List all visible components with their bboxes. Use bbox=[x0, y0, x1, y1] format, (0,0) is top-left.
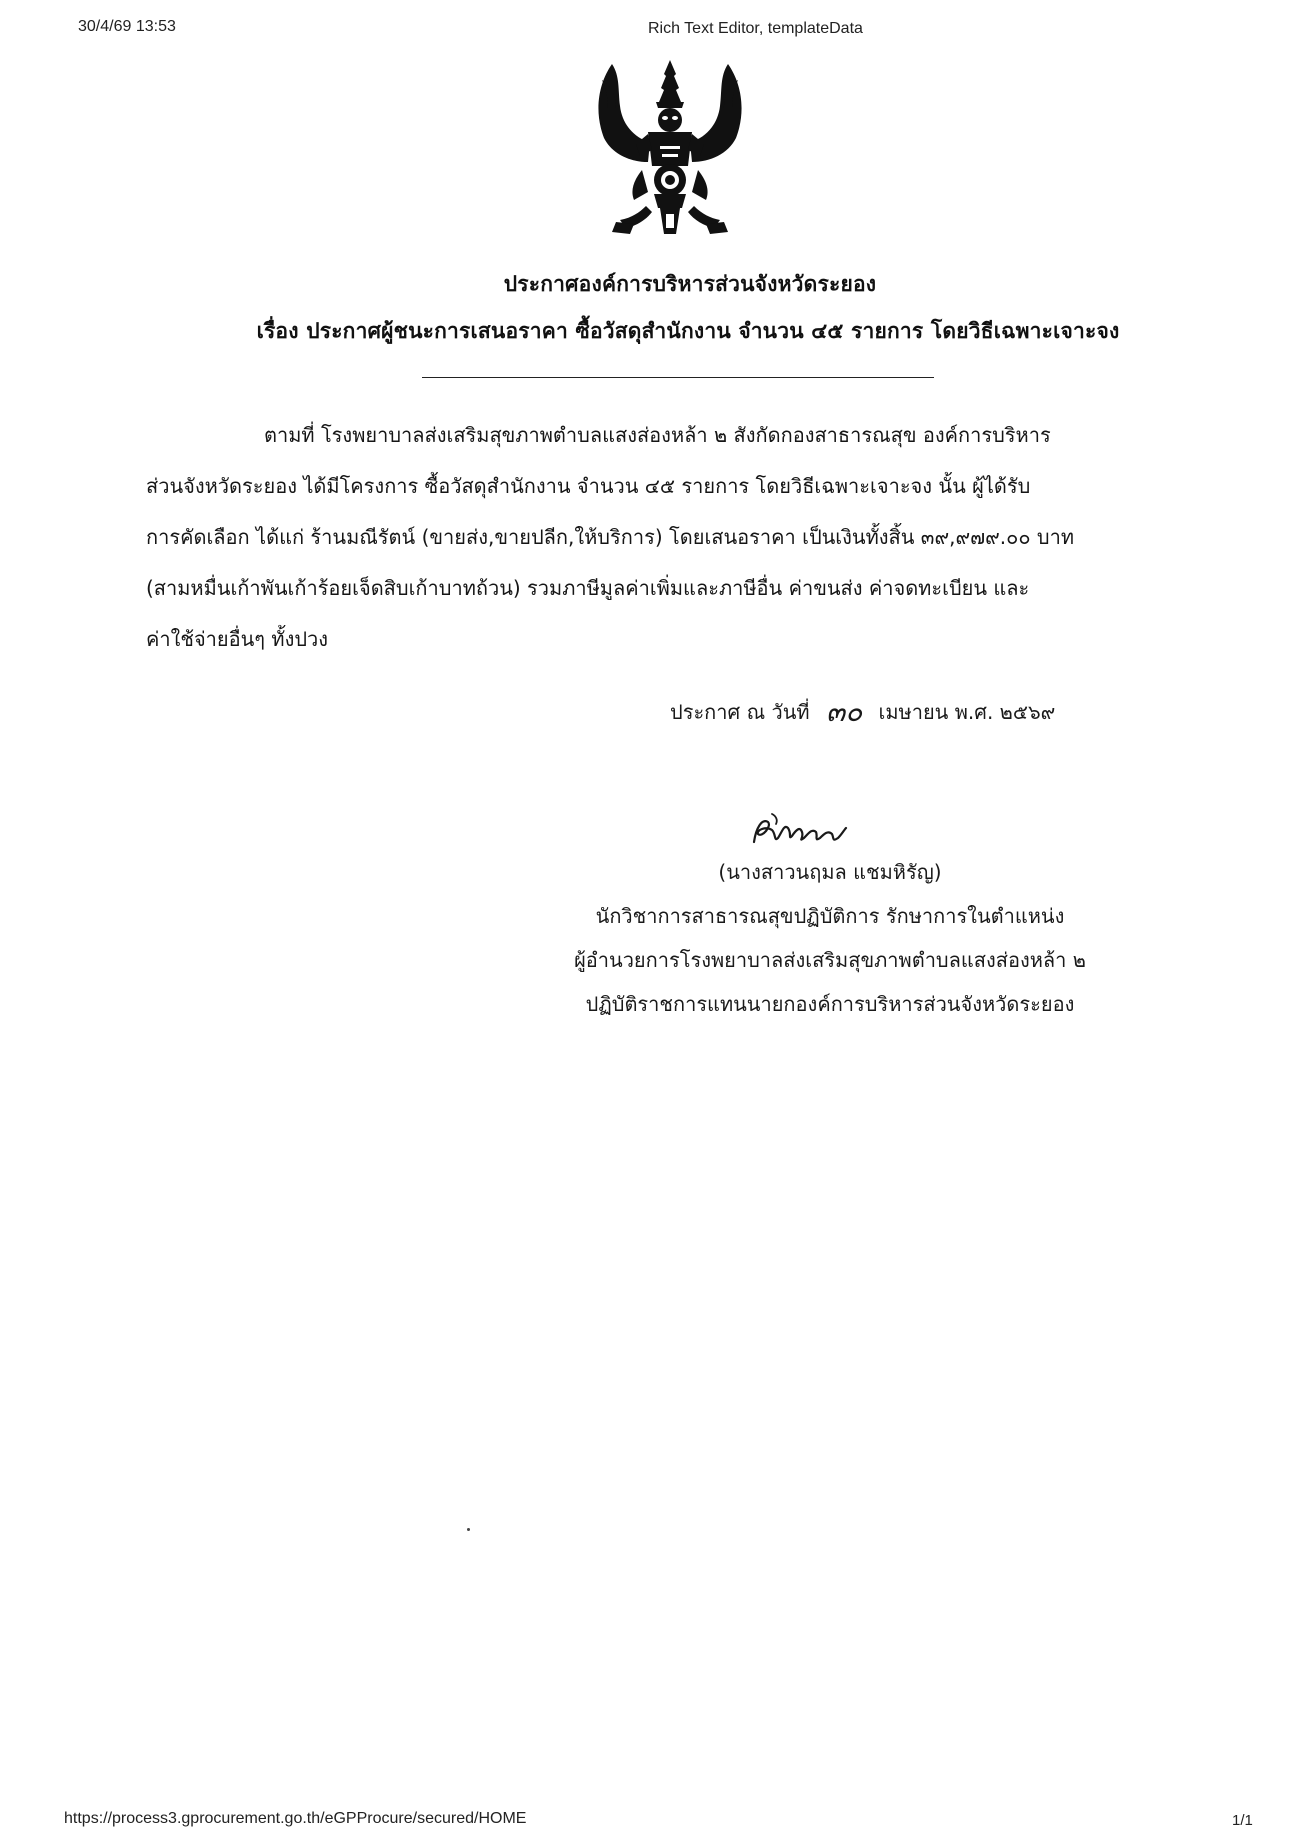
print-url: https://process3.gprocurement.go.th/eGPProcure/secured/HOME bbox=[64, 1810, 527, 1827]
signer-name: (นางสาวนฤมล แชมหิรัญ) bbox=[718, 860, 942, 884]
print-page-number: 1/1 bbox=[1232, 1812, 1253, 1829]
announcement-date bbox=[670, 688, 1055, 732]
document-title: ประกาศองค์การบริหารส่วนจังหวัดระยอง bbox=[503, 272, 877, 296]
signer-block bbox=[420, 850, 1240, 1026]
announce-date-suffix: เมษายน พ.ศ. ๒๕๖๙ bbox=[878, 700, 1056, 724]
signer-position: ปฏิบัติราชการแทนนายกองค์การบริหารส่วนจังหวัดระยอง bbox=[585, 992, 1075, 1016]
body-line: ค่าใช้จ่ายอื่นๆ ทั้งปวง bbox=[146, 627, 329, 651]
body-line: การคัดเลือก ได้แก่ ร้านมณีรัตน์ (ขายส่ง,ขายปลีก,ให้บริการ) โดยเสนอราคา เป็นเงินทั้งสิ้น ๓๙,๙๗๙.๐๐ บาท bbox=[146, 525, 1075, 549]
signer-position: ผู้อำนวยการโรงพยาบาลส่งเสริมสุขภาพตำบลแสงส่องหล้า ๒ bbox=[574, 948, 1086, 972]
document-subject: เรื่อง ประกาศผู้ชนะการเสนอราคา ซื้อวัสดุสำนักงาน จำนวน ๔๕ รายการ โดยวิธีเฉพาะเจาะจง bbox=[256, 319, 1120, 343]
title-divider bbox=[422, 377, 934, 378]
announcement-body bbox=[146, 410, 1156, 665]
announce-date-prefix: ประกาศ ณ วันที่ bbox=[670, 700, 810, 724]
body-line: ส่วนจังหวัดระยอง ได้มีโครงการ ซื้อวัสดุสำนักงาน จำนวน ๔๕ รายการ โดยวิธีเฉพาะเจาะจง นั้น ผู้ได้รับ bbox=[146, 474, 1031, 498]
signer-position: นักวิชาการสาธารณสุขปฏิบัติการ รักษาการในตำแหน่ง bbox=[595, 904, 1065, 928]
print-datetime: 30/4/69 13:53 bbox=[78, 18, 176, 35]
announce-day-handwritten: ๓๐ bbox=[825, 695, 863, 728]
signature-handwritten bbox=[748, 808, 848, 854]
body-line: ตามที่ โรงพยาบาลส่งเสริมสุขภาพตำบลแสงส่องหล้า ๒ สังกัดกองสาธารณสุข องค์การบริหาร bbox=[264, 423, 1051, 447]
print-window-title: Rich Text Editor, templateData bbox=[648, 20, 863, 37]
garuda-emblem-icon bbox=[589, 58, 751, 236]
body-line: (สามหมื่นเก้าพันเก้าร้อยเจ็ดสิบเก้าบาทถ้วน) รวมภาษีมูลค่าเพิ่มและภาษีอื่น ค่าขนส่ง ค่าจดทะเบียน และ bbox=[146, 576, 1030, 600]
scan-speck bbox=[467, 1528, 470, 1531]
